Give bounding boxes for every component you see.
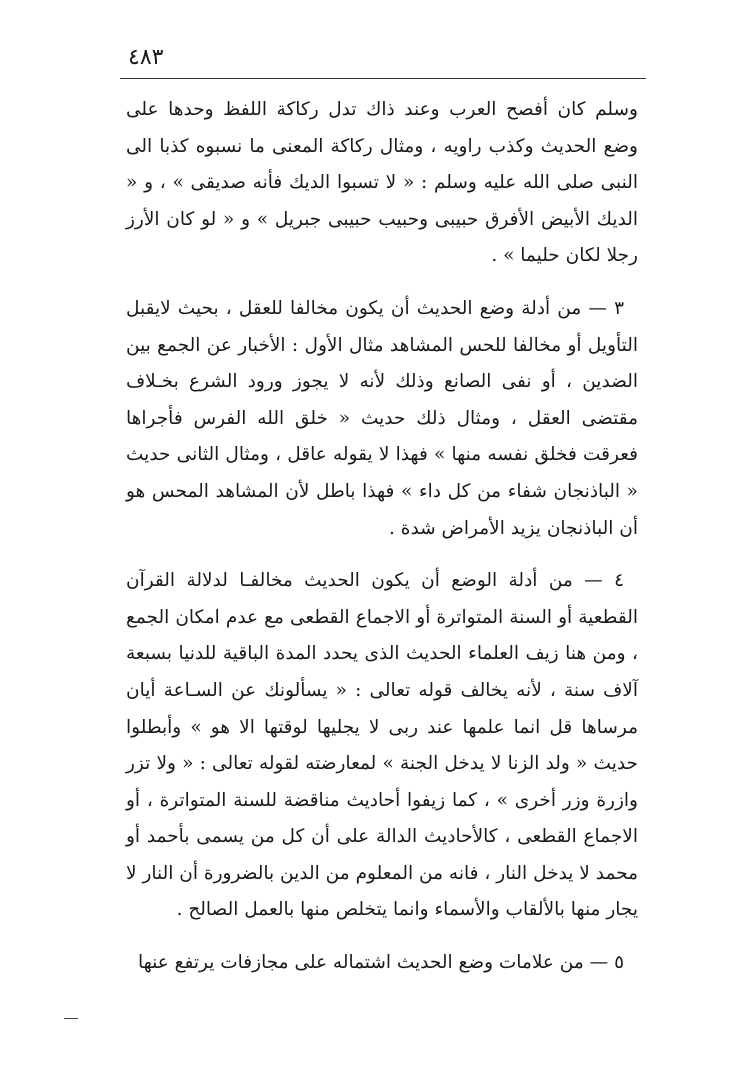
margin-dash (64, 1018, 78, 1019)
page-number: ٤٨٣ (128, 45, 164, 70)
body-text (126, 92, 638, 982)
paragraph-point-3: ٣ — من أدلة وضع الحديث أن يكون مخالفا للعقل ، بحيث لايقبل التأويل أو مخالفا للحس المشاهد مثال الأول : الأخبار عن الجمع بين الضدين ، أو نفى الصانع وذلك لأنه لا يجوز ورود الشرع بخـلاف مقتضى العقل ، ومثال ذلك حديث « خلق الله الفرس فأجراها فعرقت فخلق نفسه منها » فهذا لا يقوله عاقل ، ومثال الثانى حديث « الباذنجان شفاء من كل داء » فهذا باطل لأن المشاهد المحس هو أن الباذنجان يزيد الأمراض شدة . (126, 297, 638, 539)
paragraph-point-4: ٤ — من أدلة الوضع أن يكون الحديث مخالفـا لدلالة القرآن القطعية أو السنة المتواترة أو الاجماع القطعى مع عدم امكان الجمع ، ومن هنا زيف العلماء الحديث الذى يحدد المدة الباقية للدنيا بسبعة آلاف سنة ، لأنه يخالف قوله تعالى : « يسألونك عن السـاعة أيان مرساها قل انما علمها عند ربى لا يجليها لوقتها الا هو » وأبطلوا حديث « ولد الزنا لا يدخل الجنة » لمعارضته لقوله تعالى : « ولا تزر وازرة وزر أخرى » ، كما زيفوا أحاديث مناقضة للسنة المتواترة ، أو الاجماع القطعى ، كالأحاديث الدالة على أن كل من يسمى بأحمد أو محمد لا يدخل النار ، فانه من المعلوم من الدين بالضرورة أن النار لا يجار منها بالألقاب والأسماء وانما يتخلص منها بالعمل الصالح . (126, 570, 638, 921)
header-rule (120, 78, 646, 79)
paragraph-point-5: ٥ — من علامات وضع الحديث اشتماله على مجازفات يرتفع عنها (137, 952, 624, 974)
paragraph-continuation: وسلم كان أفصح العرب وعند ذاك تدل ركاكة اللفظ وحدها على وضع الحديث وكذب راويه ، ومثال ركاكة المعنى ما نسبوه كذبا الى النبى صلى الله عليه وسلم : « لا تسبوا الديك فأنه صديقى » ، و « الديك الأبيض الأفرق حبيبى وحبيب حبيبى جبريل » و « لو كان الأرز رجلا لكان حليما » . (126, 99, 638, 267)
